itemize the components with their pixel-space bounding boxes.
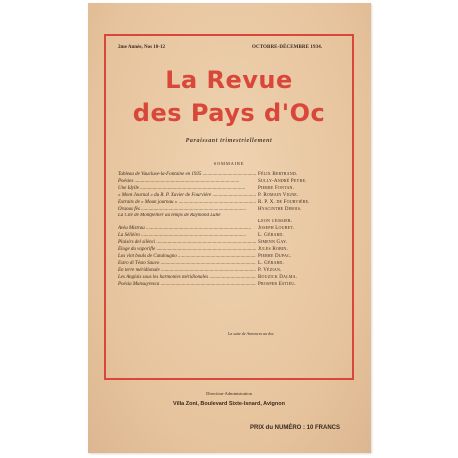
toc-entry-author: P. Vézian. [258,268,282,273]
toc-entry-author: L. Gérard. [258,233,284,238]
toc-entry-author: Pierre Fontan. [258,186,295,191]
magazine-subtitle: Paraissant trimestriellement [185,138,273,144]
table-of-contents [118,171,342,288]
toc-entry [118,239,342,246]
toc-entry-title: Une Idylle ..... [118,185,256,192]
toc-entry-author: P. Romain Vigne. [258,193,299,198]
toc-heading: SOMMAIRE [213,161,245,166]
magazine-title-line2: des Pays d'Oc [132,99,326,127]
toc-entry [118,213,342,225]
toc-entry-title: « Mont Journal » du R. P. Xavier de Fourvière ..... [118,192,256,199]
toc-entry-author: Félix Bertrand. [258,172,298,177]
toc-entry [118,274,342,281]
toc-entry-author: L. Gérard. [258,261,284,266]
toc-entry-author: Simenn Gay. [258,240,288,245]
toc-entry [118,225,342,232]
toc-entry-title: En terre méridionale ..... [118,267,256,274]
toc-entry-title: Poésia Mansuyresca ..... [118,281,256,288]
toc-entry-author: Pierre Dupac. [258,254,292,259]
toc-entry-title: La Sèlièiro ..... [118,232,256,239]
toc-entry [118,281,342,288]
toc-entry-title: La Cité de Montpellier au temps de Raymond Lulle [118,213,221,218]
toc-entry-title: Avèu Mistrau ..... [118,225,256,232]
issue-number: 2me Année, Nos 10-12 [118,45,165,50]
toc-entry [118,260,342,267]
toc-entry [118,192,342,199]
toc-entry [118,178,342,185]
toc-entry [118,253,342,260]
toc-entry-author: Léon Teissier. [258,219,293,224]
toc-entry-title: Tableau de Vaucluse-la-Fontaine en 1935 ..... [118,171,256,178]
toc-entry-title: Plaisirs del silènci ..... [118,239,256,246]
toc-entry-title: Poésies ..... [118,178,256,185]
direction-label: Direction-Administration [206,391,252,396]
toc-entry-author: Joseph Loubet. [258,226,295,231]
issue-date: OCTOBRE-DÉCEMBRE 1934. [252,45,323,50]
toc-entry-author: Hyacinthe Dibois. [258,207,302,212]
toc-entry [118,232,342,239]
toc-entry-title: Oraous fès ..... [118,206,256,213]
toc-entry-title: Estro di Tèsto Sauvo ..... [118,260,256,267]
toc-entry-title: Los vint bouls de Catalougno ..... [118,253,256,260]
continuation-note: La suite de Annonces au dos [228,331,274,336]
toc-entry [118,206,342,213]
issue-price: PRIX du NUMÉRO : 10 FRANCS [250,425,341,431]
toc-entry [118,185,342,192]
toc-entry [118,246,342,253]
toc-entry-author: R. P. X. de Fourvière. [258,200,310,205]
toc-entry-author: Bouzick Dalma. [258,275,298,280]
toc-entry-title: Éloge du vaporifle ..... [118,246,256,253]
toc-entry [118,267,342,274]
toc-entry [118,199,342,206]
publisher-address: Villa Zoni, Boulevard Sixte-Isnard, Avignon [173,401,285,407]
toc-entry-title: Extraits de « Moun journau » ..... [118,199,256,206]
toc-entry-author: Jules Robin. [258,247,288,252]
toc-entry-author: Sully-André Peyre. [258,179,307,184]
toc-entry-title: Les Anglais sous les harmonies méridionales ..... [118,274,256,281]
toc-entry [118,171,342,178]
magazine-title-line1: La Revue [165,66,293,94]
toc-entry-author: Prosper Estieu. [258,282,296,287]
